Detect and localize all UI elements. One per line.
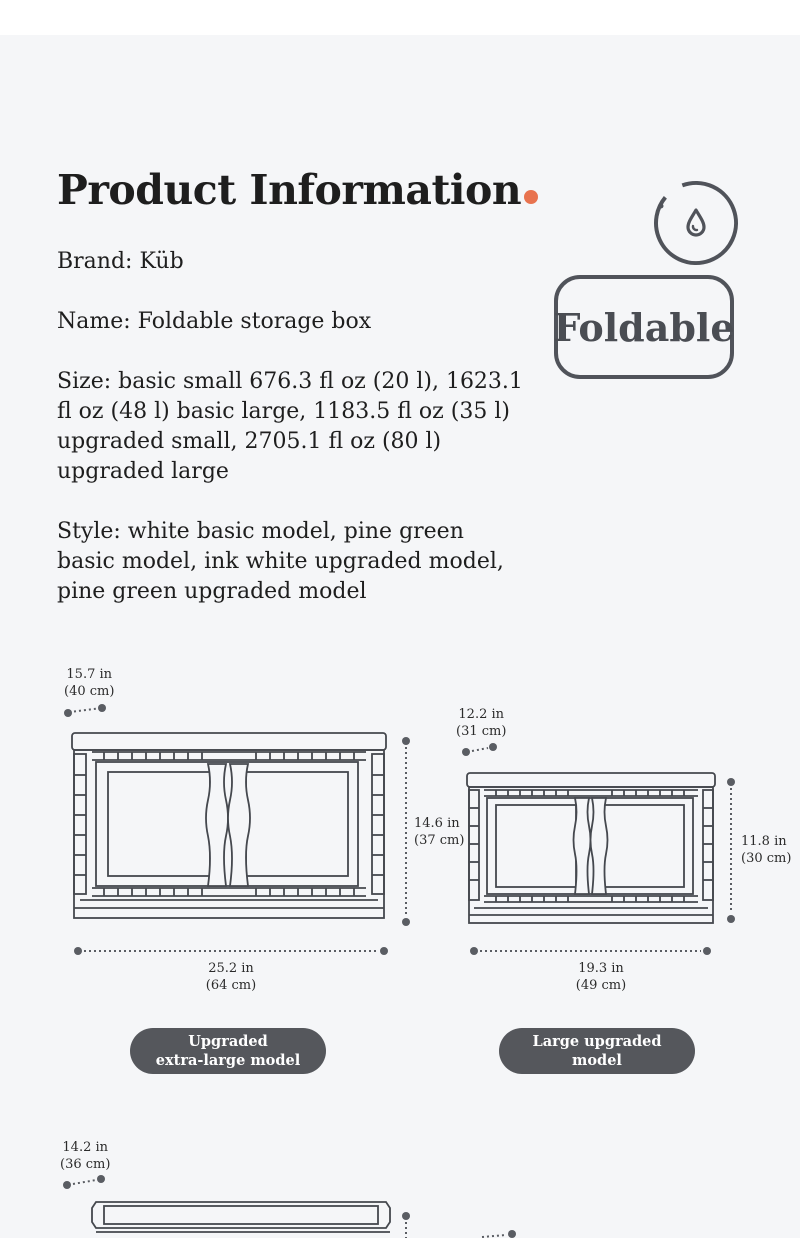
model1-height-in: 14.6 in — [414, 816, 460, 831]
model1-label-pill — [130, 1028, 326, 1074]
page-title: Product Information — [57, 166, 538, 214]
accent-dot — [524, 190, 538, 204]
model1-box-illustration — [0, 700, 440, 970]
model1-width-cm: (64 cm) — [205, 978, 257, 993]
model1-label-line1: Upgraded — [188, 1033, 268, 1050]
info-brand: Brand: Küb — [57, 249, 184, 274]
model2-height-in: 11.8 in — [741, 834, 787, 849]
model3-depth-cm: (36 cm) — [60, 1157, 111, 1172]
model1-depth-cm: (40 cm) — [64, 684, 115, 699]
model2-depth-cm: (31 cm) — [456, 724, 507, 739]
model1-width-in: 25.2 in — [208, 961, 254, 976]
foldable-badge: Foldable — [554, 275, 734, 379]
model1-height-cm: (37 cm) — [414, 833, 465, 848]
model2-label-pill — [499, 1028, 695, 1074]
model2-height-cm: (30 cm) — [741, 851, 792, 866]
model2-depth-in: 12.2 in — [458, 707, 505, 722]
model1-label-line2: extra-large model — [155, 1052, 301, 1069]
water-drop-icon — [653, 180, 739, 266]
model2-label-line2: model — [572, 1052, 622, 1069]
model1-depth-label — [64, 666, 114, 700]
model2-box-illustration — [440, 730, 760, 970]
info-style: Style: white basic model, pine green basic model, ink white upgraded model, pine green upgraded model — [57, 519, 504, 604]
model2-label-line1: Large upgraded — [532, 1033, 662, 1050]
model2-width-cm: (49 cm) — [575, 978, 627, 993]
model3-depth-in: 14.2 in — [62, 1140, 109, 1155]
model3-box-illustration — [0, 1170, 800, 1238]
top-bar — [0, 0, 800, 35]
info-size: Size: basic small 676.3 fl oz (20 l), 1623.1 fl oz (48 l) basic large, 1183.5 fl oz (35 l) upgraded small, 2705.1 fl oz (80 l) upgraded large — [57, 369, 523, 484]
model1-depth-in: 15.7 in — [66, 667, 113, 682]
model3-depth-label — [60, 1139, 110, 1173]
info-name: Name: Foldable storage box — [57, 309, 372, 334]
model2-width-in: 19.3 in — [578, 961, 624, 976]
